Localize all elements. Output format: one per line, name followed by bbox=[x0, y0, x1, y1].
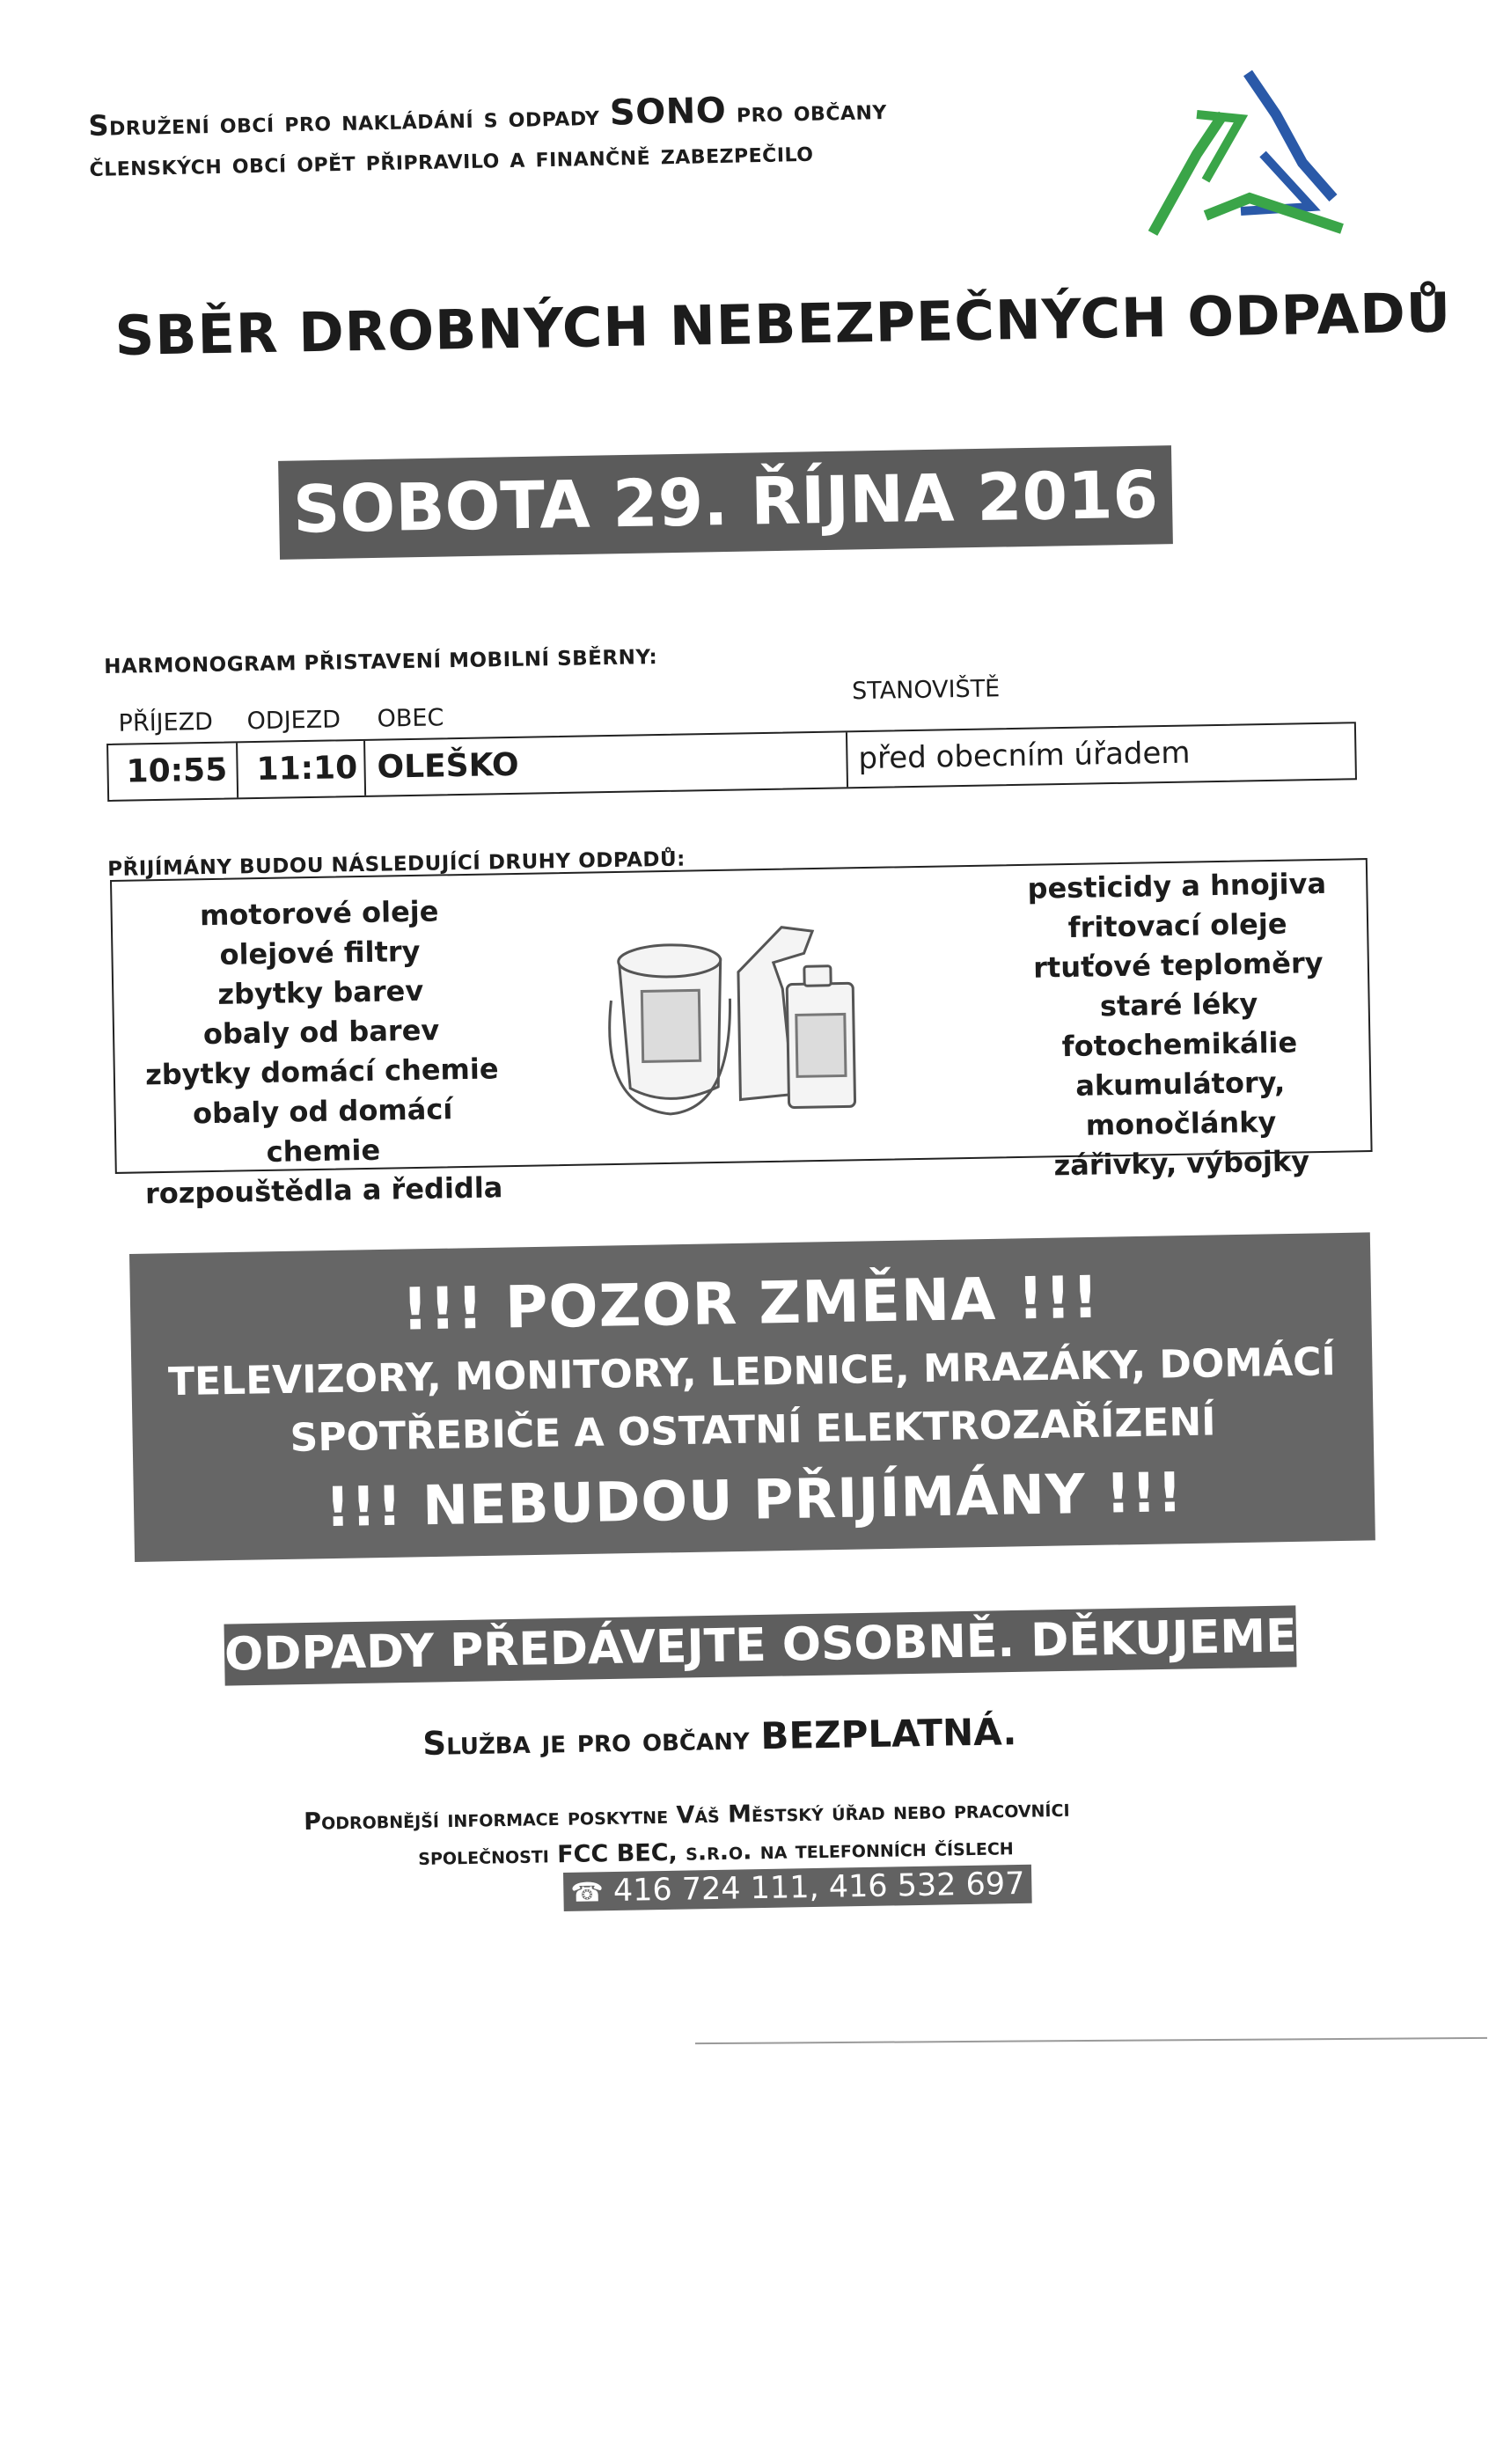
info-line-1: Podrobnější informace poskytne Váš Městský úřad nebo pracovníci bbox=[304, 1794, 1070, 1836]
warning-box bbox=[129, 1232, 1375, 1562]
col-village: OBEC bbox=[377, 704, 444, 733]
brand-name: SONO bbox=[609, 90, 727, 134]
list-item: pesticidy a hnojiva bbox=[1027, 866, 1327, 906]
col-departure: ODJEZD bbox=[246, 706, 341, 736]
header-for-citizens: pro občany bbox=[736, 92, 888, 129]
service-prefix: Služba je pro občany bbox=[422, 1719, 750, 1763]
sono-logo bbox=[1144, 66, 1346, 242]
list-item: fritovací oleje bbox=[1067, 906, 1287, 945]
info-line-2: společnosti FCC BEC, s.r.o. na telefonních číslech bbox=[418, 1833, 1014, 1871]
schedule-label: HARMONOGRAM PŘISTAVENÍ MOBILNÍ SBĚRNY: bbox=[104, 646, 658, 678]
waste-list-left bbox=[134, 891, 509, 1214]
list-item: fotochemikálie bbox=[1061, 1025, 1298, 1064]
list-item: akumulátory, monočlánky bbox=[1074, 1065, 1286, 1142]
handover-banner: ODPADY PŘEDÁVEJTE OSOBNĚ. DĚKUJEME. bbox=[224, 1605, 1296, 1685]
waste-label: PŘIJÍMÁNY BUDOU NÁSLEDUJÍCÍ DRUHY ODPADŮ: bbox=[107, 847, 686, 881]
waste-box bbox=[110, 858, 1373, 1211]
event-date: SOBOTA 29. ŘÍJNA 2016 bbox=[278, 445, 1173, 560]
phone-icon: ☎ bbox=[570, 1877, 605, 1909]
phone-number-text: 416 724 111, 416 532 697 bbox=[612, 1866, 1025, 1910]
warning-line-1: TELEVIZORY, MONITORY, LEDNICE, MRAZÁKY, DOMÁCÍ bbox=[167, 1339, 1337, 1405]
list-item: obaly od domácí chemie bbox=[192, 1092, 453, 1169]
header-line-2: členských obcí opět připravilo a finančně zabezpečilo bbox=[89, 134, 814, 183]
list-item: rtuťové teploměry bbox=[1032, 945, 1324, 985]
village-name: OLEŠKO bbox=[377, 746, 519, 786]
schedule-table bbox=[106, 669, 1361, 796]
waste-list-right bbox=[992, 863, 1367, 1186]
col-location: STANOVIŠTĚ bbox=[851, 675, 1001, 706]
list-item: zářivky, výbojky bbox=[1053, 1144, 1310, 1183]
chemicals-illustration bbox=[605, 898, 899, 1133]
divider bbox=[363, 741, 366, 796]
warning-line-2: SPOTŘEBIČE A OSTATNÍ ELEKTROZAŘÍZENÍ bbox=[290, 1399, 1216, 1461]
list-item: staré léky bbox=[1099, 986, 1258, 1023]
warning-end: !!! NEBUDOU PŘIJÍMÁNY !!! bbox=[325, 1460, 1184, 1540]
departure-time: 11:10 bbox=[256, 750, 358, 788]
col-arrival: PŘÍJEZD bbox=[118, 708, 214, 737]
warning-title: !!! POZOR ZMĚNA !!! bbox=[401, 1263, 1101, 1344]
service-note bbox=[422, 1710, 1017, 1764]
divider bbox=[236, 743, 238, 797]
header bbox=[88, 87, 888, 183]
list-item: zbytky barev bbox=[217, 973, 424, 1011]
divider bbox=[695, 2037, 1487, 2044]
list-item: olejové filtry bbox=[219, 934, 421, 972]
header-org-text: Sdružení obcí pro nakládání s odpady bbox=[88, 98, 600, 143]
location-name: před obecním úřadem bbox=[858, 735, 1191, 777]
list-item: motorové oleje bbox=[199, 894, 439, 933]
service-free: BEZPLATNÁ. bbox=[760, 1710, 1017, 1758]
list-item: zbytky domácí chemie bbox=[144, 1052, 499, 1092]
phone-numbers bbox=[563, 1865, 1032, 1911]
list-item: rozpouštědla a ředidla bbox=[144, 1170, 503, 1211]
arrival-time: 10:55 bbox=[126, 752, 228, 790]
page-title: SBĚR DROBNÝCH NEBEZPEČNÝCH ODPADŮ bbox=[114, 280, 1452, 368]
divider bbox=[846, 732, 848, 787]
list-item: obaly od barev bbox=[202, 1013, 440, 1052]
